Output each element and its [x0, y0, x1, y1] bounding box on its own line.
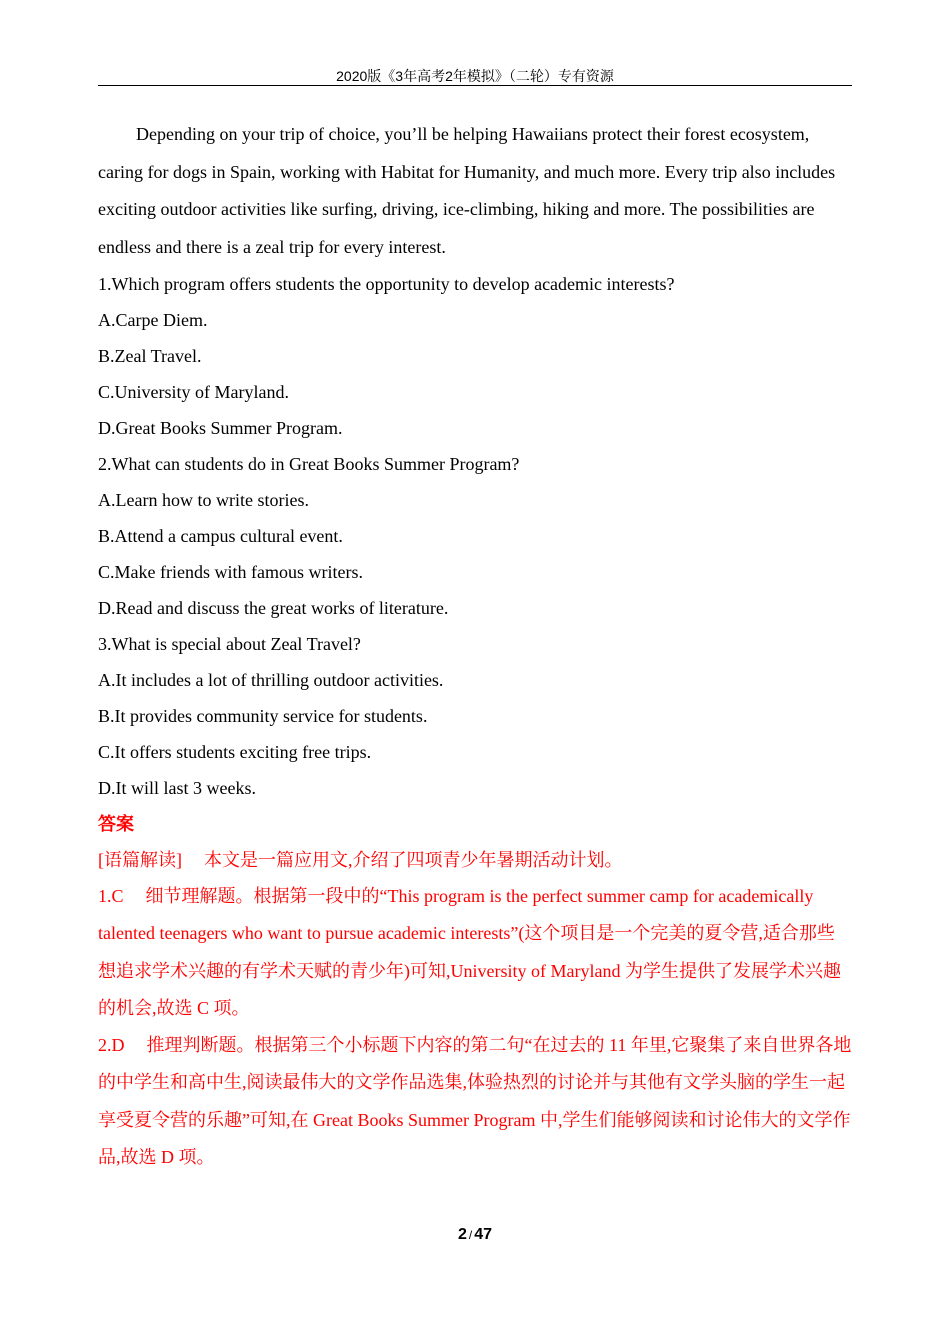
option-b: B.Zeal Travel.: [98, 346, 202, 366]
option-a: A.Learn how to write stories.: [98, 490, 309, 510]
question-stem: 1.Which program offers students the opportunity to develop academic interests?: [98, 274, 675, 294]
option-d: D.Great Books Summer Program.: [98, 418, 343, 438]
option-c: C.Make friends with famous writers.: [98, 562, 363, 582]
analysis-text: 本文是一篇应用文,介绍了四项青少年暑期活动计划。: [204, 850, 623, 870]
explanation-text: 推理判断题。根据第三个小标题下内容的第二句“在过去的 11 年里,它聚集了来自世界各地的中学生和高中生,阅读最伟大的文学作品选集,体验热烈的讨论并与其他有文学头脑的学生一起享受夏令营的乐趣”可知,在 Great Books Summer Program 中,学生们能够阅读和讨论伟大的文学作品,故选 D 项。: [98, 1035, 852, 1168]
answer-heading: 答案: [98, 814, 134, 834]
option-b: B.Attend a campus cultural event.: [98, 526, 343, 546]
page-number: [0, 1226, 950, 1244]
question-stem: 3.What is special about Zeal Travel?: [98, 634, 361, 654]
explanation-text: 细节理解题。根据第一段中的“This program is the perfect summer camp for academically talented teenagers who want to pursue academic interests”(这个项目是一个完美的夏令营,适合那些想追求学术兴趣的有学术天赋的青少年)可知,University of Maryland 为学生提供了发展学术兴趣的机会,故选 C 项。: [98, 886, 841, 1018]
option-d: D.It will last 3 weeks.: [98, 778, 256, 798]
option-d: D.Read and discuss the great works of literature.: [98, 598, 449, 618]
current-page: 2: [457, 1226, 467, 1243]
analysis-label: [语篇解读]: [98, 850, 182, 870]
explanation-1: [98, 878, 852, 1027]
question-3: [98, 626, 852, 806]
question-stem: 2.What can students do in Great Books Summer Program?: [98, 454, 520, 474]
question-1: [98, 266, 852, 446]
explanation-label: 2.D: [98, 1035, 125, 1056]
option-b: B.It provides community service for students.: [98, 706, 428, 726]
passage-analysis: [98, 842, 852, 878]
page-separator: /: [468, 1228, 473, 1242]
option-a: A.It includes a lot of thrilling outdoor activities.: [98, 670, 444, 690]
header-rule: [98, 85, 852, 86]
option-c: C.It offers students exciting free trips.: [98, 742, 372, 762]
total-pages: 47: [474, 1226, 493, 1243]
page-header: [98, 66, 852, 86]
option-c: C.University of Maryland.: [98, 382, 289, 402]
explanation-label: 1.C: [98, 886, 124, 906]
passage-paragraph: Depending on your trip of choice, you’ll be helping Hawaiians protect their forest ecosystem, caring for dogs in Spain, working with Habitat for Humanity, and much more. Every trip also includes exciting outdoor activities like surfing, driving, ice-climbing, hiking and more. The possibilities are endless and there is a zeal trip for every interest.: [98, 124, 836, 257]
explanation-2: [98, 1027, 852, 1176]
question-2: [98, 446, 852, 626]
document-body: [98, 116, 852, 1176]
option-a: A.Carpe Diem.: [98, 310, 208, 330]
header-title: 2020版《3年高考2年模拟》（二轮）专有资源: [336, 68, 614, 84]
